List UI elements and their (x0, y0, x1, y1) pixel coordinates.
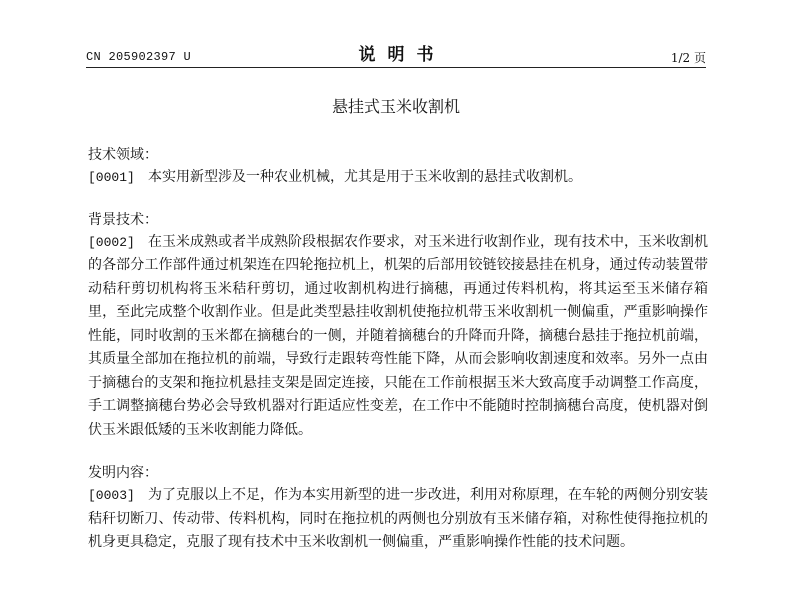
section-technical-field (88, 144, 708, 190)
paragraph-number: [0002] (88, 234, 135, 250)
section-spacer (88, 190, 708, 209)
paragraph-number: [0003] (88, 488, 135, 503)
paragraph-text: 在玉米成熟或者半成熟阶段根据农作要求，对玉米进行收割作业，现有技术中，玉米收割机的各部分工作部件通过机架连在四轮拖拉机上，机架的后部用铰链铰接悬挂在机身，通过传动装置带动秸秆剪切机构将玉米秸秆剪切，通过收割机构进行摘穗，再通过传料机构，将其运至玉米储存箱里，至此完成整个收割作业。但是此类型悬挂收割机使拖拉机带玉米收割机一侧偏重，严重影响操作性能，同时收割的玉米都在摘穗台的一侧，并随着摘穗台的升降而升降，摘穗台悬挂于拖拉机前端，其质量全部加在拖拉机的前端，导致行走跟转弯性能下降，从而会影响收割速度和效率。另外一点由于摘穗台的支架和拖拉机悬挂支架是固定连接，只能在工作前根据玉米大致高度手动调整工作高度，手工调整摘穗台势必会导致机器对行距适应性变差，在工作中不能随时控制摘穗台高度，使机器对倒伏玉米跟低矮的玉米收割能力降低。 (88, 233, 708, 438)
paragraph-text: 本实用新型涉及一种农业机械，尤其是用于玉米收割的悬挂式收割机。 (148, 169, 582, 185)
paragraph (88, 166, 708, 190)
paragraph-number: [0001] (88, 170, 135, 185)
section-heading: 技术领域： (88, 147, 158, 163)
paragraph-text: 为了克服以上不足，作为本实用新型的进一步改进，利用对称原理，在车轮的两侧分别安装秸秆切断刀、传动带、传料机构，同时在拖拉机的两侧也分别放有玉米储存箱，对称性使得拖拉机的机身更具稳定，克服了现有技术中玉米收割机一侧偏重，严重影响操作性能的技术问题。 (88, 487, 708, 550)
paragraph (88, 484, 708, 555)
page-indicator: 1/2 页 (670, 51, 706, 65)
patent-number: CN 205902397 U (86, 50, 192, 64)
section-spacer (88, 442, 708, 462)
section-heading: 背景技术： (88, 211, 158, 228)
section-background (88, 209, 708, 443)
paragraph (88, 231, 708, 443)
section-summary (88, 462, 708, 555)
header-divider (86, 67, 706, 68)
document-title: 悬挂式玉米收割机 (331, 97, 460, 116)
document-type-heading: 说明书 (358, 45, 446, 65)
section-heading: 发明内容： (88, 465, 158, 481)
document-body (88, 144, 708, 555)
